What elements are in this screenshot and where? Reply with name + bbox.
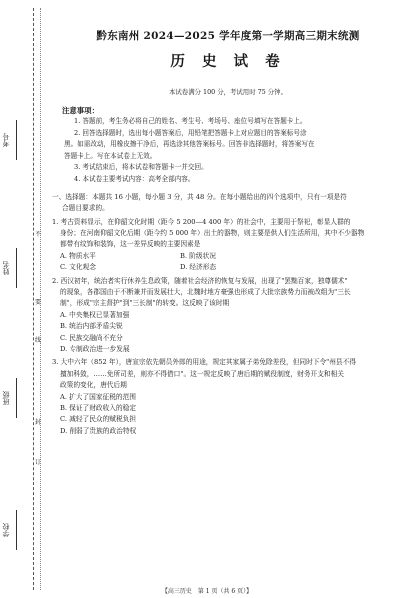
note-item: 2. 回答选择题时，选出每小题答案后，用铅笔把答题卡上对应题目的答案标号涂 bbox=[74, 128, 307, 137]
exam-info: 本试卷满分 100 分，考试用时 75 分钟。 bbox=[169, 88, 287, 96]
fold-word: 线 bbox=[35, 337, 42, 344]
fold-word: 不 bbox=[35, 231, 42, 238]
options-row bbox=[52, 251, 404, 262]
question-text: 的现象，各郡国由于不断兼并而发展壮大，北魏时地方豪强也形成了大批宗族势力而被改组为"三长 bbox=[60, 288, 351, 296]
note-item: 3. 考试结束后，将本试卷和答题卡一并交回。 bbox=[74, 163, 208, 172]
question-text: 1. 考古资料显示，在仰韶文化时期（距今 5 200—4 400 年）的社会中，主要用于祭祀，彰显人群的 bbox=[52, 217, 351, 226]
question-text: 政策的变化，唐代后期 bbox=[60, 381, 127, 390]
question-1 bbox=[52, 217, 404, 274]
fold-word: 订 bbox=[35, 459, 42, 466]
option-b[interactable]: B. 阶级状况 bbox=[180, 251, 216, 260]
exam-subtitle: 历 史 试 卷 bbox=[170, 53, 286, 70]
option-d[interactable]: D. 削弱了贵族的政治特权 bbox=[60, 426, 137, 435]
question-text: 制"，形成"宗主督护"到"三长制"的转变。这反映了该时期 bbox=[60, 299, 230, 308]
exam-page-content bbox=[52, 10, 404, 437]
question-3 bbox=[52, 357, 404, 437]
exam-title: 黔东南州 2024—2025 学年度第一学期高三期末统测 bbox=[96, 30, 360, 42]
option-b[interactable]: B. 统治内部矛盾尖锐 bbox=[60, 322, 123, 331]
question-text: 擅加科敛，……免所司差，则亦不得借口"。这一规定反映了唐后期的赋役制度，财务开支和相关 bbox=[60, 369, 344, 378]
school-label: 学校 bbox=[2, 523, 10, 537]
option-c[interactable]: C. 文化观念 bbox=[60, 263, 96, 272]
question-text: 都带有纹饰和装饰，这一差异反映的主要因素是 bbox=[60, 240, 201, 249]
name-label: 姓名 bbox=[2, 261, 10, 275]
fold-word: 封 bbox=[35, 419, 42, 426]
option-a[interactable]: A. 物质水平 bbox=[60, 251, 96, 260]
school-field[interactable] bbox=[3, 510, 31, 550]
option-d[interactable]: D. 专制政治进一步发展 bbox=[60, 345, 130, 354]
note-item: 黑。如需改动，用橡皮擦干净后，再选涂其他答案标号。回答非选择题时，将答案写在 bbox=[64, 140, 315, 149]
class-field[interactable] bbox=[3, 378, 31, 418]
exam-number-field[interactable] bbox=[3, 120, 31, 160]
page-footer bbox=[0, 586, 414, 595]
cut-line bbox=[33, 8, 34, 590]
option-a[interactable]: A. 中央集权已显著加强 bbox=[60, 310, 130, 319]
question-text: 身份；在河南仰韶文化后期（距今约 5 000 年）出土的器物，则主要是供人们生活所用，其中不少器物 bbox=[60, 228, 365, 237]
question-text: 2. 西汉初年，统治者实行休养生息政策，随着社会经济的恢复与发展，出现了"罢黜百家，独尊儒术" bbox=[52, 276, 348, 285]
option-d[interactable]: D. 经济形态 bbox=[180, 263, 217, 272]
question-2 bbox=[52, 276, 404, 356]
note-item: 1. 答题前，考生务必将自己的姓名、考生号、考场号、座位号填写在答题卡上。 bbox=[74, 117, 307, 125]
option-c[interactable]: C. 民族交融尚不充分 bbox=[60, 333, 123, 342]
name-field[interactable] bbox=[3, 248, 31, 288]
option-a[interactable]: A. 扩大了国家征税的范围 bbox=[60, 392, 136, 401]
options-row bbox=[52, 262, 404, 273]
fold-word: 要 bbox=[35, 299, 42, 306]
binding-margin bbox=[0, 0, 46, 598]
section-heading: 一、选择题：本题共 16 小题，每小题 3 分，共 48 分。在每小题给出的四个选项中，只有一项是符 bbox=[52, 192, 347, 201]
section-heading: 合题目要求的。 bbox=[62, 204, 109, 213]
exam-number-label: 考号 bbox=[2, 133, 10, 147]
notes-title: 注意事项： bbox=[62, 106, 99, 115]
class-label: 班级 bbox=[2, 391, 10, 405]
option-b[interactable]: B. 保证了财政收入的稳定 bbox=[60, 404, 137, 413]
note-item: 答题卡上。写在本试卷上无效。 bbox=[64, 151, 157, 160]
note-item: 4. 本试卷主要考试内容：高考全部内容。 bbox=[74, 174, 195, 183]
option-c[interactable]: C. 减轻了民众的赋税负担 bbox=[60, 415, 137, 424]
page-number: 【高三历史 第 1 页（共 6 页）】 bbox=[161, 588, 253, 595]
question-text: 3. 大中六年（852 年），唐宣宗依先朝员外郎的用途，规定其家属子弟免除差役，但同时下令"州县不得 bbox=[52, 358, 356, 367]
